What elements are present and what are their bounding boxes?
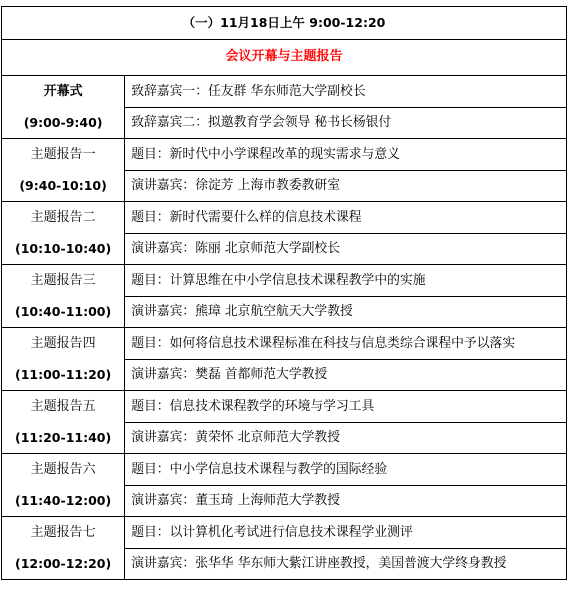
speaker-label: 演讲嘉宾：: [131, 555, 196, 571]
schedule-table: [1, 6, 567, 580]
speaker-label: 致辞嘉宾一：: [131, 83, 208, 99]
report-topic-line: [125, 329, 566, 359]
topic-text: 如何将信息技术课程标准在科技与信息类综合课程中予以落实: [169, 335, 516, 351]
speaker-label: 演讲嘉宾：: [131, 429, 196, 445]
report-title: 主题报告七: [30, 525, 96, 540]
report-topic-line: [125, 455, 566, 485]
report-time: (11:40-12:00): [15, 493, 112, 508]
speaker-label: 演讲嘉宾：: [131, 366, 196, 382]
report-speaker-line: [125, 233, 566, 264]
report-title: 主题报告六: [30, 462, 96, 477]
speaker-text: 黄荣怀 北京师范大学教授: [195, 429, 341, 445]
speaker-label: 演讲嘉宾：: [131, 303, 196, 319]
report-right-cell: [125, 328, 567, 391]
speaker-text: 陈丽 北京师范大学副校长: [195, 240, 341, 256]
section-title: 会议开幕与主题报告: [2, 40, 567, 76]
topic-text: 中小学信息技术课程与教学的国际经验: [169, 461, 388, 477]
report-topic-line: [125, 140, 566, 170]
date-header-row: [2, 7, 567, 40]
report-title: 主题报告三: [30, 273, 96, 288]
report-left-cell: [2, 517, 125, 580]
report-left-cell: [2, 391, 125, 454]
report-speaker-line: [125, 485, 566, 516]
speaker-value: 拟邀教育学会领导 秘书长杨银付: [207, 114, 392, 130]
speaker-text: 张华华 华东师大紫江讲座教授，美国普渡大学终身教授: [195, 555, 507, 571]
topic-text: 信息技术课程教学的环境与学习工具: [169, 398, 375, 414]
topic-text: 新时代中小学课程改革的现实需求与意义: [169, 146, 400, 162]
report-row: [2, 454, 567, 517]
speaker-value: 任友群 华东师范大学副校长: [207, 83, 366, 99]
report-time: (9:40-10:10): [19, 178, 107, 193]
report-speaker-line: [125, 296, 566, 327]
report-title: 主题报告四: [30, 336, 96, 351]
conference-schedule: [1, 6, 567, 580]
speaker-text: 董玉琦 上海师范大学教授: [195, 492, 341, 508]
report-right-cell: [125, 265, 567, 328]
speaker-label: 演讲嘉宾：: [131, 177, 196, 193]
report-speaker-line: [125, 170, 566, 201]
section-title-row: [2, 40, 567, 76]
speaker-label: 致辞嘉宾二：: [131, 114, 208, 130]
topic-label: 题目：: [131, 398, 170, 414]
opening-right-cell: [125, 76, 567, 139]
report-right-cell: [125, 391, 567, 454]
report-time: (11:20-11:40): [15, 430, 112, 445]
opening-left-cell: [2, 76, 125, 139]
report-left-cell: [2, 265, 125, 328]
topic-text: 计算思维在中小学信息技术课程教学中的实施: [169, 272, 426, 288]
report-right-cell: [125, 139, 567, 202]
report-row: [2, 139, 567, 202]
speaker-text: 樊磊 首都师范大学教授: [195, 366, 328, 382]
session-time: (9:00-9:40): [23, 115, 103, 130]
report-right-cell: [125, 517, 567, 580]
report-time: (12:00-12:20): [15, 556, 112, 571]
speaker-label: 演讲嘉宾：: [131, 240, 196, 256]
opening-line: [125, 107, 566, 138]
report-row: [2, 265, 567, 328]
report-topic-line: [125, 266, 566, 296]
session-title: 开幕式: [43, 84, 83, 99]
report-speaker-line: [125, 548, 566, 579]
report-left-cell: [2, 139, 125, 202]
report-row: [2, 391, 567, 454]
topic-label: 题目：: [131, 209, 170, 225]
report-row: [2, 328, 567, 391]
report-time: (10:10-10:40): [15, 241, 112, 256]
schedule-body: [2, 7, 567, 580]
report-time: (10:40-11:00): [15, 304, 112, 319]
report-speaker-line: [125, 359, 566, 390]
topic-label: 题目：: [131, 461, 170, 477]
topic-text: 新时代需要什么样的信息技术课程: [169, 209, 362, 225]
report-right-cell: [125, 454, 567, 517]
speaker-label: 演讲嘉宾：: [131, 492, 196, 508]
report-title: 主题报告五: [30, 399, 96, 414]
topic-label: 题目：: [131, 272, 170, 288]
report-topic-line: [125, 203, 566, 233]
report-topic-line: [125, 392, 566, 422]
topic-label: 题目：: [131, 335, 170, 351]
report-speaker-line: [125, 422, 566, 453]
topic-text: 以计算机化考试进行信息技术课程学业测评: [169, 524, 413, 540]
speaker-text: 熊璋 北京航空航天大学教授: [195, 303, 353, 319]
topic-label: 题目：: [131, 524, 170, 540]
report-row: [2, 202, 567, 265]
report-time: (11:00-11:20): [15, 367, 112, 382]
report-left-cell: [2, 454, 125, 517]
report-title: 主题报告一: [30, 147, 96, 162]
speaker-text: 徐淀芳 上海市教委教研室: [195, 177, 341, 193]
report-left-cell: [2, 328, 125, 391]
report-left-cell: [2, 202, 125, 265]
report-topic-line: [125, 518, 566, 548]
date-header: （一）11月18日上午 9:00-12:20: [2, 7, 567, 40]
report-title: 主题报告二: [30, 210, 96, 225]
report-row: [2, 517, 567, 580]
opening-line: [125, 77, 566, 107]
topic-label: 题目：: [131, 146, 170, 162]
report-right-cell: [125, 202, 567, 265]
opening-row: [2, 76, 567, 139]
